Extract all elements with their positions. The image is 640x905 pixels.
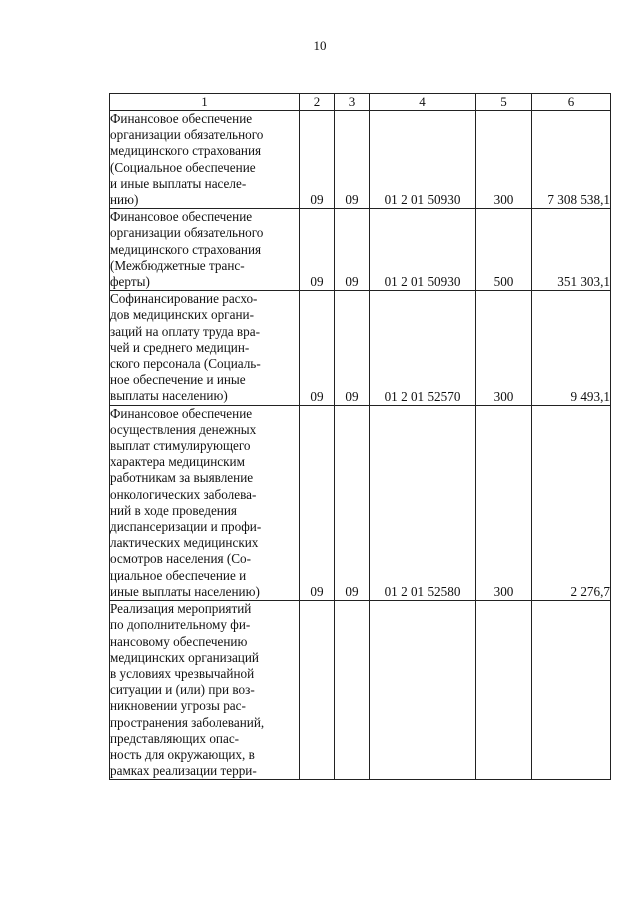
header-col-2: 2 [300,94,335,111]
name-line: ситуации и (или) при воз- [110,682,255,698]
table-row [110,405,611,600]
table-row [110,291,611,405]
name-line: онкологических заболева- [110,486,257,502]
name-line: иные выплаты населению) [110,583,260,599]
name-line: диспансеризации и профи- [110,519,262,535]
row-target-article: 01 2 01 52570 [370,291,476,405]
name-line: осмотров населения (Со- [110,551,252,567]
name-line: нансовому обеспечению [110,633,248,649]
row-subsection: 09 [335,291,370,405]
header-row [110,94,611,111]
name-line: ний в ходе проведения [110,502,237,518]
header-col-1: 1 [110,94,300,111]
row-amount: 9 493,1 [532,291,611,405]
row-amount [532,601,611,780]
name-line: выплат стимулирующего [110,438,251,454]
row-section: 09 [300,111,335,209]
name-line: организации обязательного [110,127,264,143]
name-line: по дополнительному фи- [110,617,251,633]
name-line: Реализация мероприятий [110,601,252,617]
name-line: медицинского страхования [110,241,262,257]
row-target-article: 01 2 01 50930 [370,111,476,209]
row-amount: 351 303,1 [532,209,611,291]
header-col-6: 6 [532,94,611,111]
name-line: ского персонала (Социаль- [110,356,261,372]
row-amount: 2 276,7 [532,405,611,600]
name-line: (Социальное обеспечение [110,159,256,175]
name-line: осуществления денежных [110,421,257,437]
row-name [110,111,300,209]
row-expense-type: 300 [476,291,532,405]
name-line: представляющих опас- [110,730,240,746]
name-line: медицинских организаций [110,649,259,665]
name-line: выплаты населению) [110,388,228,404]
row-name [110,405,300,600]
name-line: заций на оплату труда вра- [110,323,260,339]
row-name [110,601,300,780]
name-line: рамках реализации терри- [110,763,257,779]
row-subsection: 09 [335,209,370,291]
name-line: циальное обеспечение и [110,567,247,583]
row-subsection [335,601,370,780]
name-line: (Межбюджетные транс- [110,257,245,273]
name-line: медицинского страхования [110,143,262,159]
name-line: никновении угрозы рас- [110,698,246,714]
name-line: ное обеспечение и иные [110,372,246,388]
header-col-4: 4 [370,94,476,111]
row-name [110,291,300,405]
row-name [110,209,300,291]
page-number: 10 [313,38,327,53]
row-subsection: 09 [335,405,370,600]
name-line: организации обязательного [110,225,264,241]
name-line: Софинансирование расхо- [110,291,258,307]
name-line: и иные выплаты населе- [110,175,247,191]
row-target-article [370,601,476,780]
name-line: работникам за выявление [110,470,254,486]
row-expense-type [476,601,532,780]
name-line: Финансовое обеспечение [110,111,253,126]
name-line: характера медицинским [110,454,245,470]
row-expense-type: 300 [476,111,532,209]
row-target-article: 01 2 01 52580 [370,405,476,600]
row-section: 09 [300,209,335,291]
row-expense-type: 300 [476,405,532,600]
row-target-article: 01 2 01 50930 [370,209,476,291]
name-line: чей и среднего медицин- [110,339,250,355]
table-row [110,111,611,209]
budget-table [109,93,611,780]
row-section [300,601,335,780]
name-line: в условиях чрезвычайной [110,665,255,681]
table-row [110,209,611,291]
name-line: ферты) [110,274,150,290]
row-section: 09 [300,405,335,600]
name-line: дов медицинских органи- [110,307,254,323]
header-col-3: 3 [335,94,370,111]
row-section: 09 [300,291,335,405]
name-line: лактических медицинских [110,535,259,551]
header-col-5: 5 [476,94,532,111]
row-expense-type: 500 [476,209,532,291]
name-line: ность для окружающих, в [110,746,255,762]
name-line: нию) [110,192,139,208]
table-row [110,601,611,780]
row-amount: 7 308 538,1 [532,111,611,209]
name-line: пространения заболеваний, [110,714,265,730]
name-line: Финансовое обеспечение [110,405,253,421]
name-line: Финансовое обеспечение [110,209,253,225]
row-subsection: 09 [335,111,370,209]
